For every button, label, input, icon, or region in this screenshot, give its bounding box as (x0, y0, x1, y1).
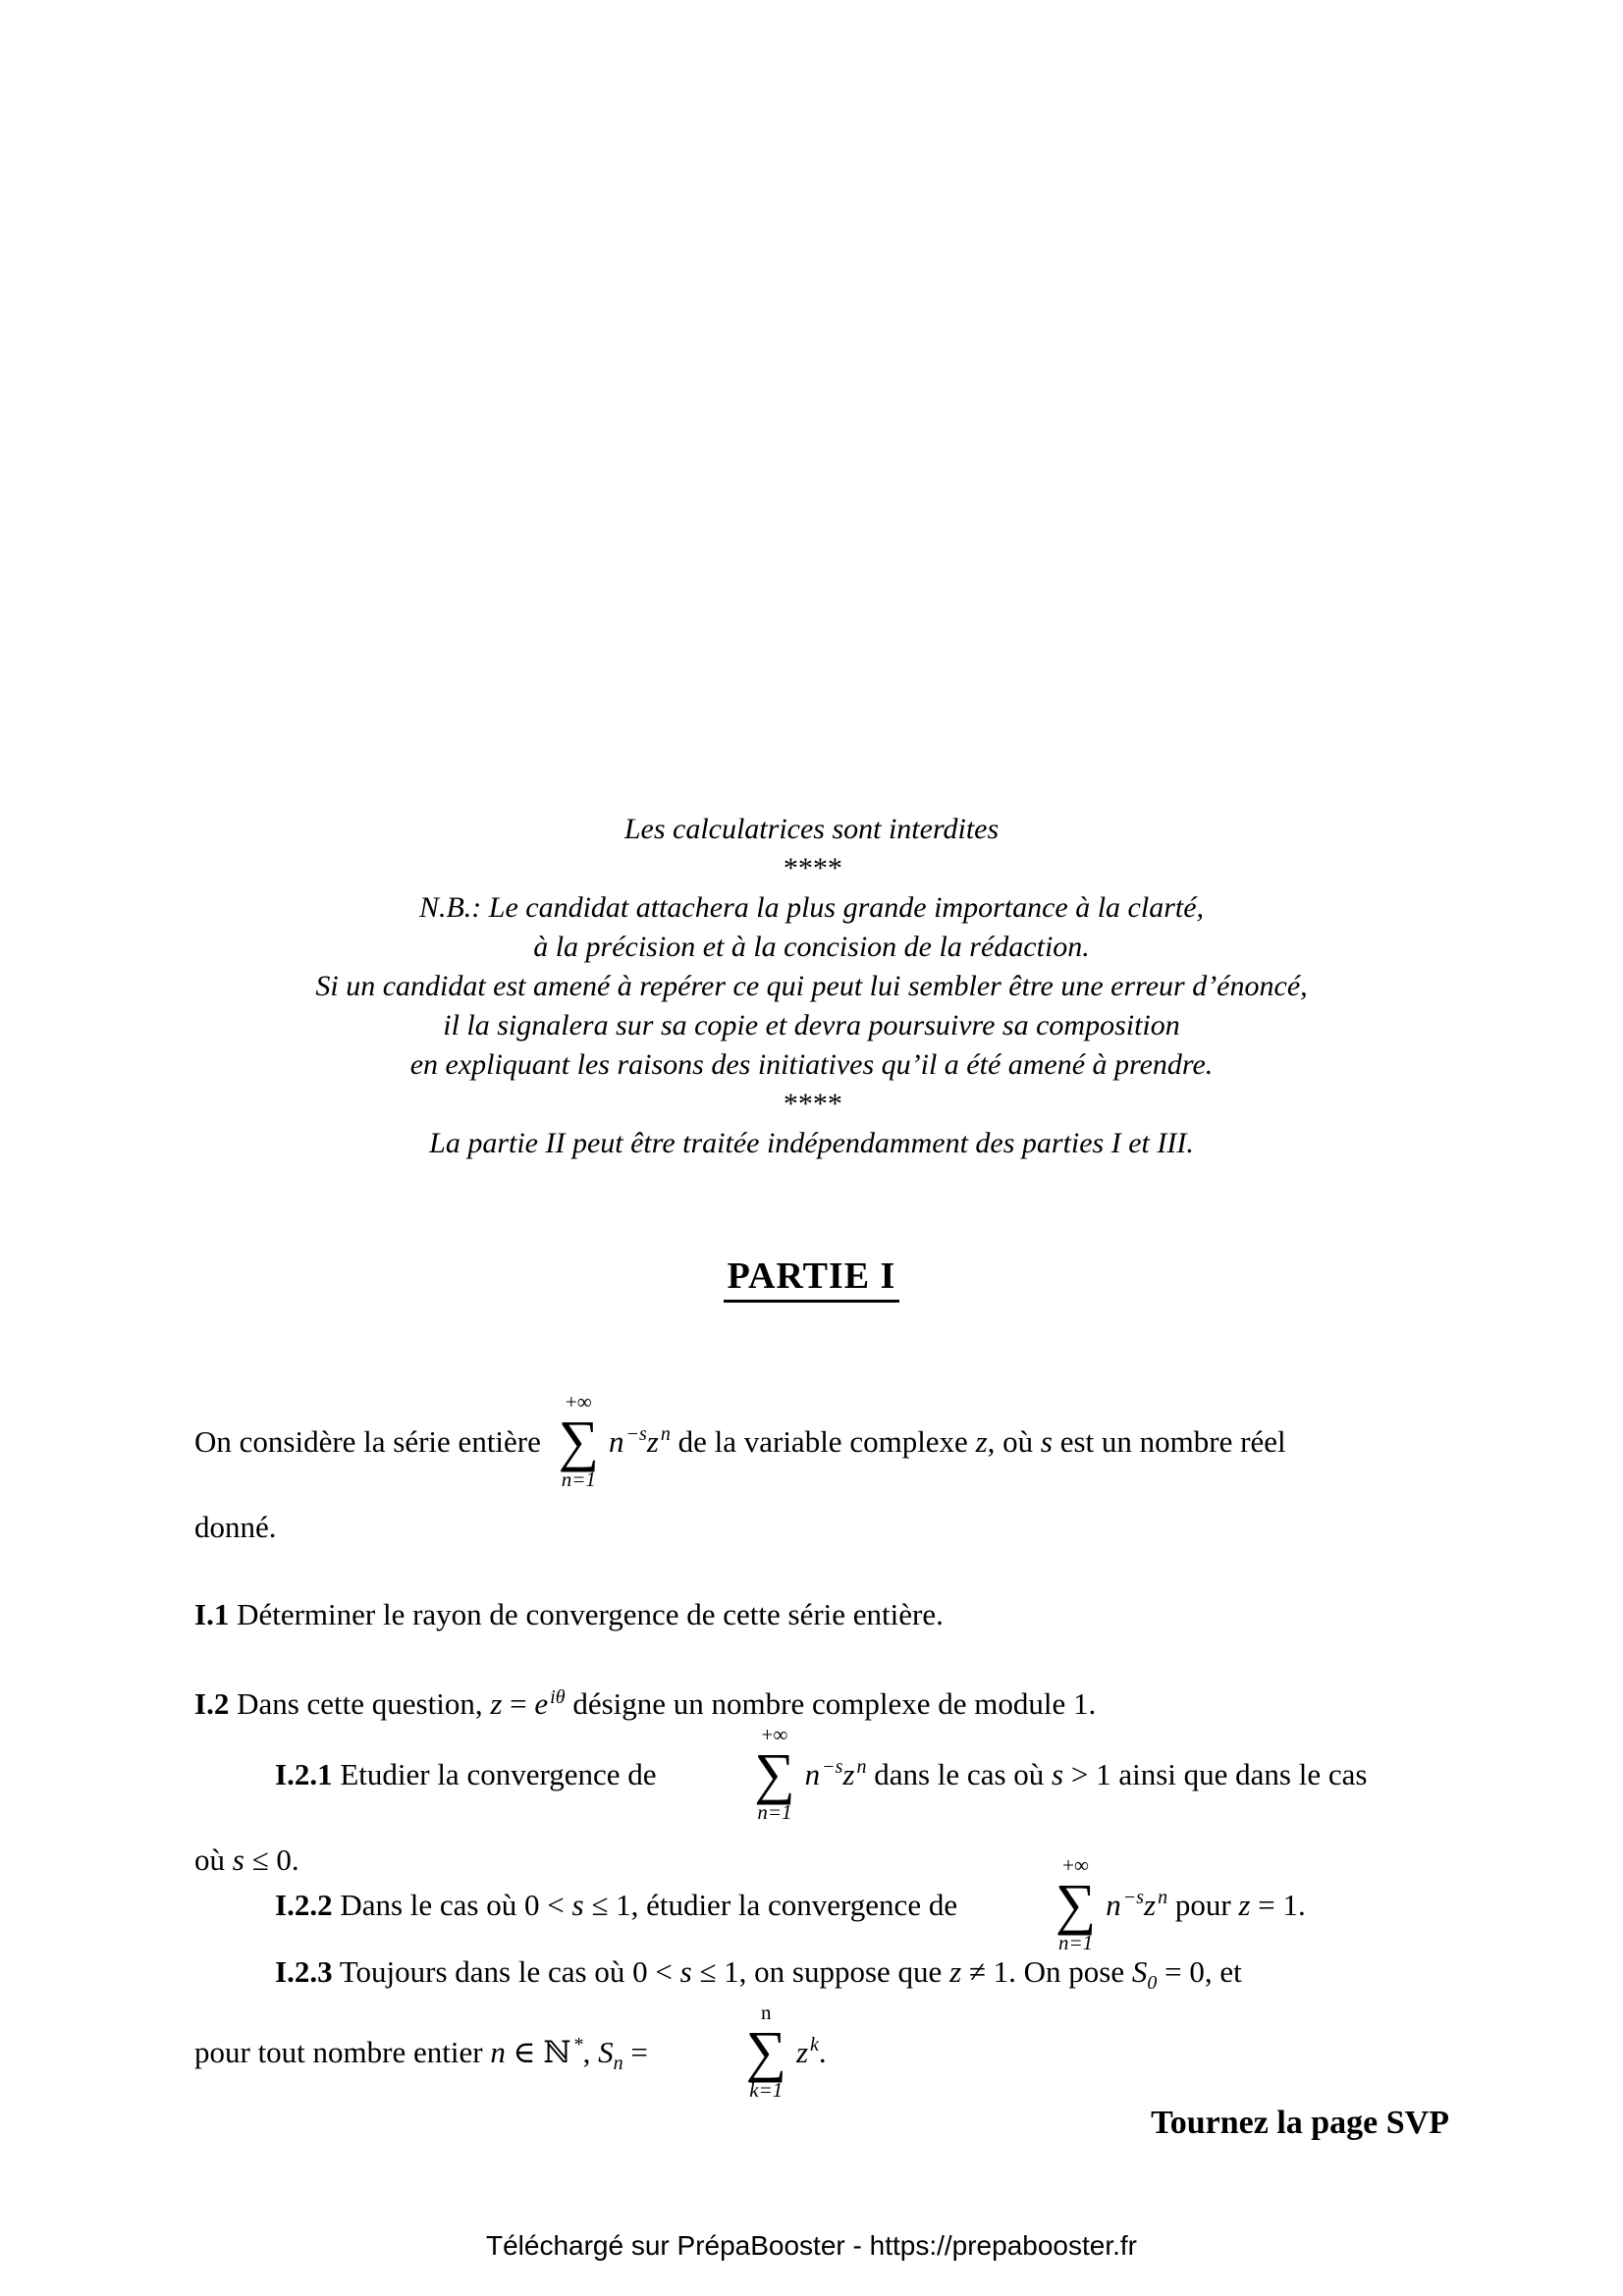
preamble-line: en expliquant les raisons des initiatives qu’il a été amené à prendre. (409, 1048, 1214, 1081)
math-power-expression: ℕ * (543, 2034, 583, 2069)
math-power-expression: n $^{-s}$ (804, 1756, 843, 1791)
math-variable: z (1238, 1887, 1251, 1922)
question-number: I.2.2 (275, 1887, 333, 1922)
math-power-expression: n $^{-s}$ (1106, 1887, 1144, 1922)
math-variable: s (1040, 1423, 1053, 1459)
section-heading (0, 1255, 1623, 1298)
summation-symbol: n ∑ k=1 (666, 2001, 786, 2102)
preamble-stars: **** (782, 852, 841, 884)
math-power-expression: z $^n$ (842, 1756, 867, 1791)
preamble-line: N.B.: Le candidat attachera la plus grande importance à la clarté, (418, 891, 1205, 924)
preamble-line: il la signalera sur sa copie et devra poursuivre sa composition (443, 1009, 1180, 1041)
question-number: I.2 (194, 1686, 230, 1721)
summation-symbol: +∞ ∑ n=1 (558, 1390, 599, 1492)
turn-page-note: Tournez la page SVP (1151, 2105, 1449, 2141)
math-variable: s (1052, 1756, 1064, 1791)
math-variable: s (679, 1954, 692, 1989)
preamble-line: à la précision et à la concision de la rédaction. (533, 931, 1090, 963)
math-power-expression: z $^k$ (795, 2034, 819, 2069)
math-power-expression: n $^{-s}$ (609, 1423, 647, 1459)
sigma-icon: ∑ (745, 2019, 786, 2084)
question-I1: I.1 Déterminer le rayon de convergence de cette série entière. (194, 1597, 944, 1631)
math-power-expression: z $^n$ (1143, 1887, 1168, 1922)
sigma-icon: ∑ (558, 1409, 599, 1473)
summation-symbol: +∞ ∑ n=1 (975, 1853, 1096, 1954)
preamble-line: Les calculatrices sont interdites (623, 813, 1000, 845)
math-variable: z (490, 1686, 503, 1721)
summation-symbol: +∞ ∑ n=1 (674, 1723, 794, 1824)
intro-paragraph: On considère la série entière +∞ ∑ n=1 n $^{-s}$z $^n$ de la variable complexe z, où s est un nombre réel donné. (194, 1390, 1286, 1545)
footer-credit: Téléchargé sur PrépaBooster - https://prepabooster.fr (485, 2230, 1138, 2261)
math-power-expression: z $^n$ (646, 1423, 671, 1459)
preamble-stars: **** (782, 1088, 841, 1120)
math-variable: s (571, 1887, 584, 1922)
math-variable: s (232, 1842, 244, 1878)
question-number: I.1 (194, 1597, 230, 1631)
question-number: I.2.1 (275, 1756, 333, 1791)
question-I21: I.2.1 Etudier la convergence de +∞ ∑ n=1 n $^{-s}$z $^n$ dans le cas où s > 1 ainsi que dans le cas où s ≤ 0. (194, 1723, 1368, 1878)
sigma-icon: ∑ (754, 1741, 795, 1806)
sigma-icon: ∑ (1055, 1872, 1097, 1937)
math-variable: z (949, 1954, 962, 1989)
section-heading-text: PARTIE I (724, 1255, 900, 1303)
question-I2: I.2 Dans cette question, z = e $^{i\theta}$ désigne un nombre complexe de module 1. (194, 1685, 1097, 1721)
math-variable: n (490, 2034, 506, 2069)
preamble (0, 810, 1623, 1163)
math-subscript-expression: $S_n$ (598, 2034, 623, 2074)
math-variable: z (975, 1423, 988, 1459)
question-I22: I.2.2 Dans le cas où 0 < s ≤ 1, étudier la convergence de +∞ ∑ n=1 n $^{-s}$z $^n$ pour z = 1. (275, 1853, 1306, 1955)
preamble-line: Si un candidat est amené à repérer ce qui peut lui sembler être une erreur d’énoncé, (315, 970, 1308, 1002)
math-subscript-expression: $S_0$ (1131, 1954, 1158, 1995)
question-I23: I.2.3 Toujours dans le cas où 0 < s ≤ 1, on suppose que z ≠ 1. On pose $S_0 = 0$, et pour tout nombre entier n ∈ ℕ *, $S_n$ = n ∑ k=1 z $^k$. (194, 1954, 1242, 2103)
question-number: I.2.3 (275, 1954, 333, 1989)
preamble-line: La partie II peut être traitée indépendamment des parties I et III. (429, 1127, 1194, 1159)
math-power-expression: e $^{i\theta}$ (534, 1685, 566, 1721)
